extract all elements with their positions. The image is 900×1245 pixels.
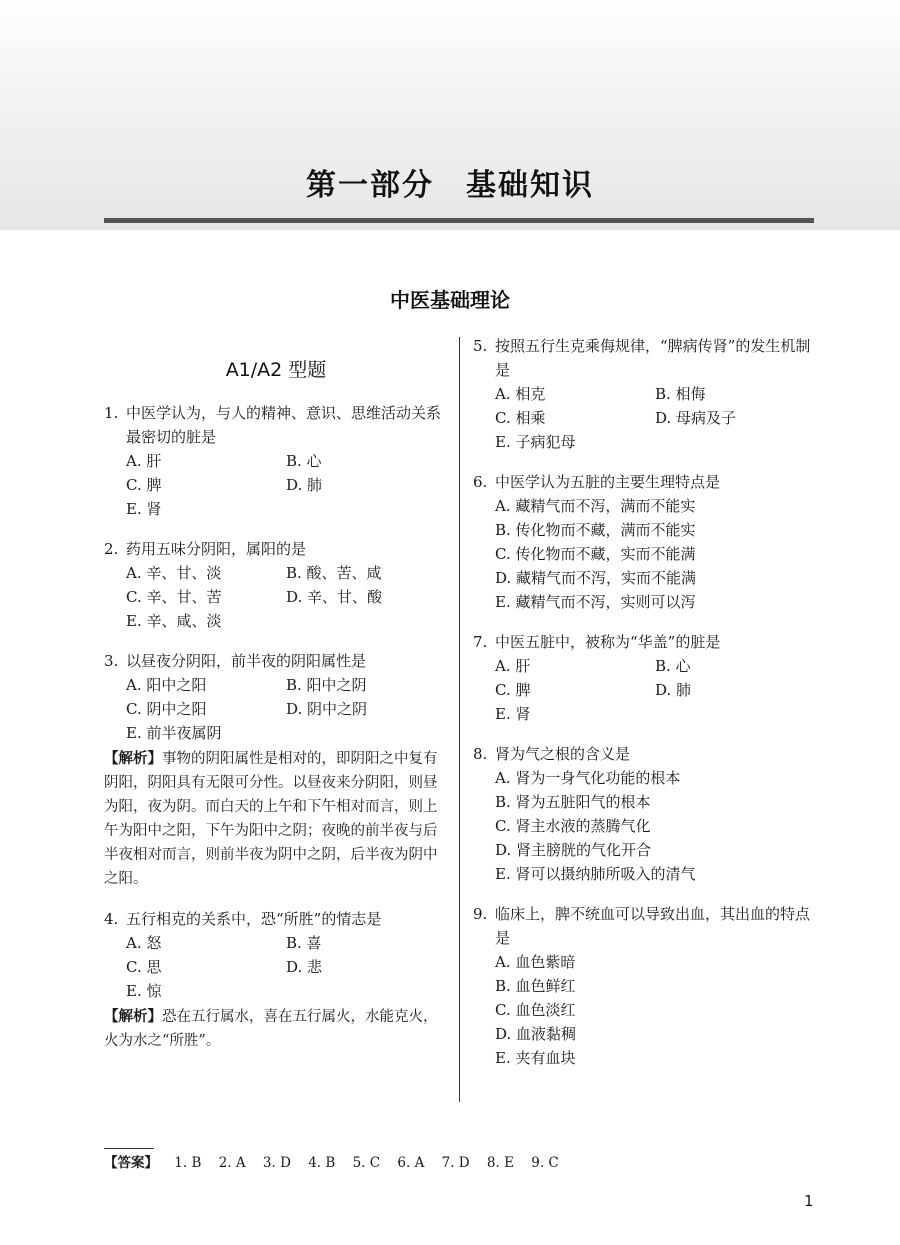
analysis-label: 【解析】 (104, 751, 162, 767)
option: B. 阳中之阴 (286, 676, 367, 694)
question-stem: 中医五脏中，被称为“华盖”的脏是 (495, 633, 721, 651)
option: C. 脾 (126, 476, 162, 494)
option: D. 母病及子 (655, 409, 737, 427)
option: D. 血液黏稠 (495, 1025, 577, 1043)
question-number: 3. (104, 652, 119, 670)
answer-item: 4. B (308, 1155, 336, 1171)
question-stem: 按照五行生克乘侮规律，“脾病传肾”的发生机制是 (495, 337, 811, 379)
option: C. 相乘 (495, 409, 546, 427)
option: D. 肾主膀胱的气化开合 (495, 841, 652, 859)
option: B. 心 (286, 452, 322, 470)
question-number: 5. (473, 337, 488, 355)
option: C. 脾 (495, 681, 531, 699)
option: B. 传化物而不藏，满而不能实 (495, 521, 696, 539)
option: E. 子病犯母 (495, 433, 576, 451)
question-2 (104, 537, 448, 633)
analysis-label: 【解析】 (104, 1009, 162, 1025)
column-divider (459, 337, 460, 1102)
analysis-paragraph (104, 747, 448, 891)
option: D. 藏精气而不泻，实而不能满 (495, 569, 697, 587)
option: E. 辛、咸、淡 (126, 612, 222, 630)
question-stem: 以昼夜分阴阳，前半夜的阴阳属性是 (126, 652, 367, 670)
question-6 (473, 470, 817, 614)
option: C. 肾主水液的蒸腾气化 (495, 817, 651, 835)
answer-item: 5. C (352, 1155, 381, 1171)
option: A. 怒 (126, 934, 162, 952)
option: C. 传化物而不藏，实而不能满 (495, 545, 696, 563)
option: A. 肾为一身气化功能的根本 (495, 769, 681, 787)
option: E. 惊 (126, 982, 162, 1000)
section-title: 中医基础理论 (390, 288, 510, 312)
option: E. 肾 (126, 500, 162, 518)
option: D. 悲 (286, 958, 323, 976)
option: E. 夹有血块 (495, 1049, 576, 1067)
question-stem: 临床上，脾不统血可以导致出血，其出血的特点是 (495, 905, 811, 947)
question-type-title: A1/A2 型题 (225, 359, 327, 381)
question-stem: 中医学认为五脏的主要生理特点是 (495, 473, 721, 491)
option: C. 思 (126, 958, 162, 976)
option: C. 阴中之阳 (126, 700, 207, 718)
analysis-text: 事物的阴阳属性是相对的，即阴阳之中复有阴阳，阴阳具有无限可分性。以昼夜来分阴阳，则昼为阳，夜为阴。而白天的上午和下午相对而言，则上午为阳中之阳，下午为阳中之阴；夜晚的前半夜与后半夜相对而言，则前半夜为阴中之阴，后半夜为阴中之阳。 (104, 751, 438, 887)
analysis-paragraph (104, 1005, 448, 1053)
question-stem: 五行相克的关系中，恐“所胜”的情志是 (126, 910, 382, 928)
option: D. 肺 (655, 681, 692, 699)
question-number: 6. (473, 473, 488, 491)
option: B. 血色鲜红 (495, 977, 576, 995)
option: C. 辛、甘、苦 (126, 588, 222, 606)
title-rule (104, 218, 814, 223)
answer-item: 7. D (441, 1155, 470, 1171)
option: A. 藏精气而不泻，满而不能实 (495, 497, 696, 515)
part-title: 第一部分 基础知识 (306, 168, 594, 203)
question-5 (473, 334, 817, 454)
question-number: 8. (473, 745, 488, 763)
option: B. 喜 (286, 934, 322, 952)
question-7 (473, 630, 817, 726)
option: E. 藏精气而不泻，实则可以泻 (495, 593, 696, 611)
option: D. 阴中之阴 (286, 700, 368, 718)
question-stem: 肾为气之根的含义是 (495, 745, 631, 763)
option: D. 肺 (286, 476, 323, 494)
question-number: 9. (473, 905, 488, 923)
option: A. 血色紫暗 (495, 953, 576, 971)
option: B. 酸、苦、咸 (286, 564, 382, 582)
question-1 (104, 401, 448, 521)
option: A. 肝 (495, 657, 531, 675)
option: A. 相克 (495, 385, 546, 403)
answer-item: 6. A (397, 1155, 425, 1171)
answer-item: 3. D (262, 1155, 291, 1171)
option: B. 心 (655, 657, 691, 675)
option: B. 肾为五脏阳气的根本 (495, 793, 651, 811)
question-stem: 中医学认为，与人的精神、意识、思维活动关系最密切的脏是 (126, 404, 442, 446)
right-column (473, 334, 817, 1086)
answer-key (104, 1152, 572, 1174)
question-number: 2. (104, 540, 119, 558)
answer-item: 2. A (218, 1155, 246, 1171)
question-number: 1. (104, 404, 119, 422)
page-number: 1 (804, 1192, 814, 1210)
option: C. 血色淡红 (495, 1001, 576, 1019)
question-4 (104, 907, 448, 1053)
option: B. 相侮 (655, 385, 706, 403)
option: A. 辛、甘、淡 (126, 564, 222, 582)
answer-item: 8. E (486, 1155, 514, 1171)
answer-item: 9. C (531, 1155, 559, 1171)
option: A. 阳中之阳 (126, 676, 207, 694)
answer-rule (104, 1148, 154, 1149)
left-column (104, 355, 448, 1069)
question-3 (104, 649, 448, 891)
question-number: 7. (473, 633, 488, 651)
option: D. 辛、甘、酸 (286, 588, 383, 606)
question-stem: 药用五味分阴阳，属阳的是 (126, 540, 307, 558)
question-8 (473, 742, 817, 886)
option: E. 前半夜属阴 (126, 724, 222, 742)
answer-item: 1. B (174, 1155, 202, 1171)
option: E. 肾 (495, 705, 531, 723)
answer-label: 【答案】 (104, 1155, 158, 1171)
question-number: 4. (104, 910, 119, 928)
question-9 (473, 902, 817, 1070)
analysis-text: 恐在五行属水，喜在五行属火，水能克火，火为水之“所胜”。 (104, 1009, 438, 1049)
option: E. 肾可以摄纳肺所吸入的清气 (495, 865, 696, 883)
option: A. 肝 (126, 452, 162, 470)
